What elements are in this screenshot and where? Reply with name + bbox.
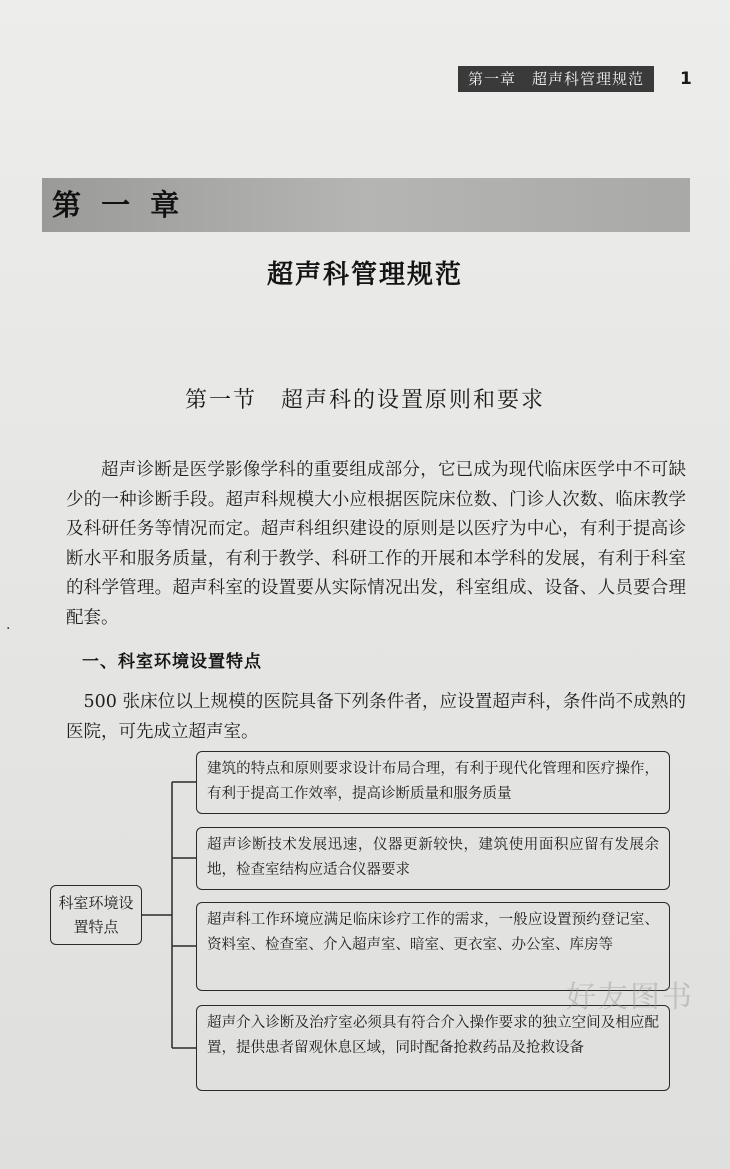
watermark: 好友图书 [566, 980, 694, 1015]
requirement-paragraph: 500 张床位以上规模的医院具备下列条件者，应设置超声科，条件尚不成熟的医院，可先成立超声室。 [66, 692, 686, 742]
diagram-branch-box: 建筑的特点和原则要求设计布局合理，有利于现代化管理和医疗操作，有利于提高工作效率，提高诊断质量和服务质量 [196, 751, 670, 814]
subheading: 一、科室环境设置特点 [82, 652, 262, 672]
diagram-root-box: 科室环境设置特点 [50, 885, 142, 945]
chapter-label: 第 一 章 [52, 188, 185, 222]
section-title: 第一节 超声科的设置原则和要求 [184, 388, 545, 413]
running-header: 第一章 超声科管理规范 [458, 66, 654, 92]
diagram-branch-box: 超声诊断技术发展迅速，仪器更新较快，建筑使用面积应留有发展余地，检查室结构应适合仪器要求 [196, 827, 670, 890]
diagram-branch-box: 超声介入诊断及治疗室必须具有符合介入操作要求的独立空间及相应配置，提供患者留观休息区域，同时配备抢救药品及抢救设备 [196, 1005, 670, 1091]
chapter-title: 超声科管理规范 [266, 260, 463, 290]
intro-paragraph: 超声诊断是医学影像学科的重要组成部分，它已成为现代临床医学中不可缺少的一种诊断手段。超声科规模大小应根据医院床位数、门诊人次数、临床教学及科研任务等情况而定。超声科组织建设的原则是以医疗为中心，有利于提高诊断水平和服务质量，有利于教学、科研工作的开展和本学科的发展，有利于科室的科学管理。超声科室的设置要从实际情况出发，科室组成、设备、人员要合理配套。 [66, 460, 686, 628]
margin-mark: · [6, 621, 11, 637]
diagram-branch-box: 超声科工作环境应满足临床诊疗工作的需求，一般应设置预约登记室、资料室、检查室、介入超声室、暗室、更衣室、办公室、库房等 [196, 902, 670, 991]
page-number: 1 [680, 69, 692, 89]
chapter-banner [42, 178, 690, 232]
